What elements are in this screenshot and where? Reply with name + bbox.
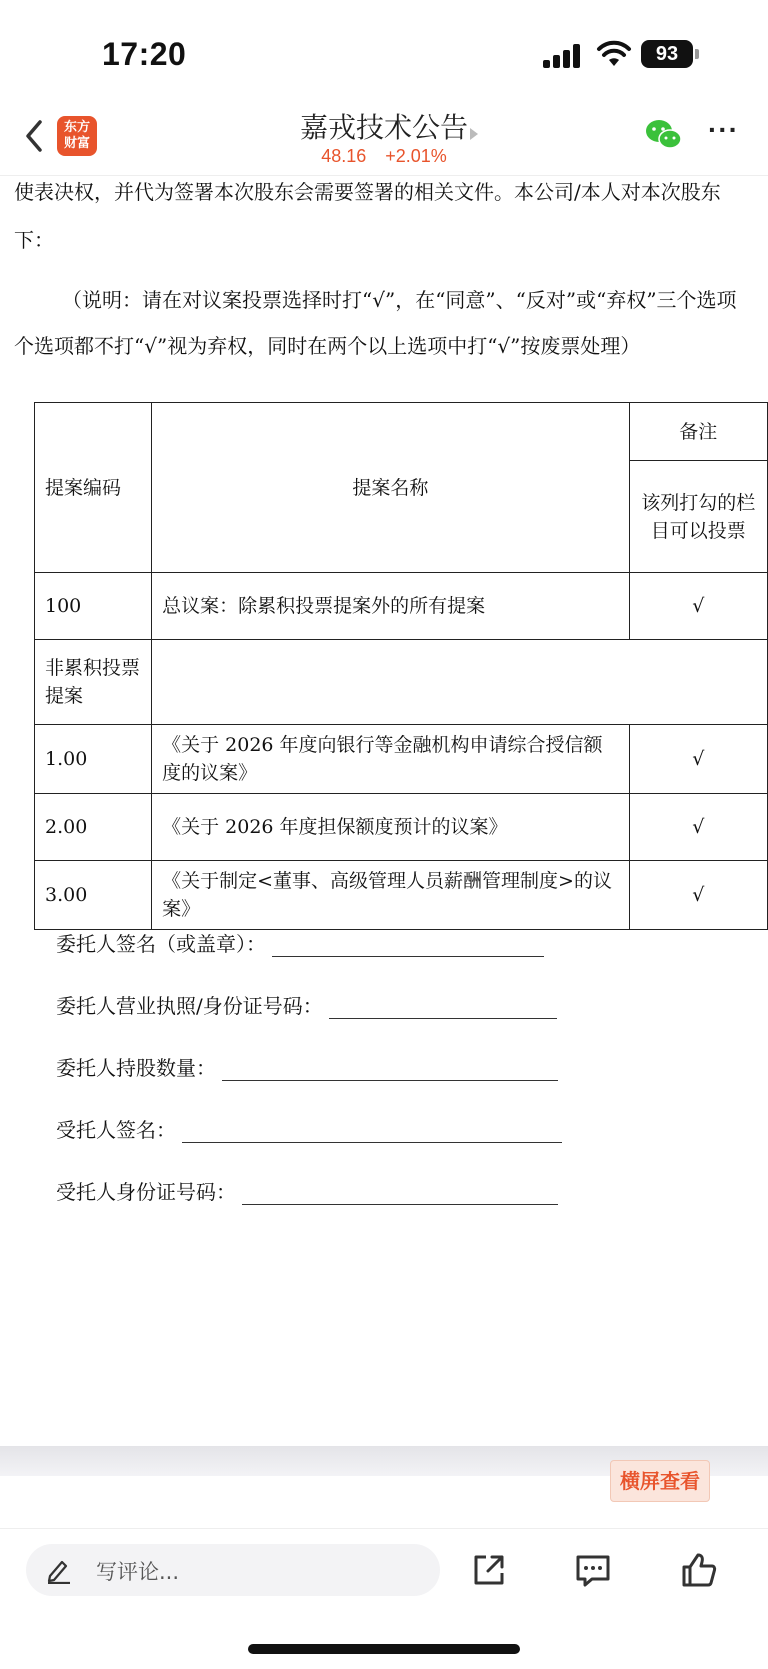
- header-remark: 备注: [629, 403, 767, 461]
- signature-blank: [182, 1121, 562, 1143]
- paragraph-line: 下：: [14, 228, 54, 252]
- header-proposal-code: 提案编码: [35, 403, 152, 573]
- proposal-code: 非累积投票提案: [35, 640, 152, 725]
- page-title[interactable]: 嘉戎技术公告: [299, 111, 468, 144]
- signature-line: [56, 1052, 558, 1081]
- home-indicator: [248, 1644, 520, 1654]
- header-remark-sub: 该列打勾的栏目可以投票: [629, 461, 767, 573]
- share-icon[interactable]: [468, 1549, 510, 1591]
- proposal-code: 3.00: [35, 861, 152, 930]
- signature-label: 受托人签名：: [56, 1118, 176, 1142]
- battery-indicator: 93: [641, 40, 693, 68]
- landscape-view-button[interactable]: 横屏查看: [610, 1460, 710, 1502]
- signature-blank: [222, 1059, 558, 1081]
- cellular-signal-icon: [543, 44, 583, 68]
- proposal-name: [152, 640, 768, 725]
- signature-label: 委托人营业执照/身份证号码：: [56, 994, 323, 1018]
- status-time: 17:20: [102, 36, 187, 72]
- logo-line-1: 东方: [63, 120, 90, 135]
- signature-label: 委托人签名（或盖章）：: [56, 932, 266, 956]
- more-options-icon[interactable]: ···: [708, 114, 739, 145]
- vote-mark: √: [629, 861, 767, 930]
- comment-placeholder: 写评论...: [96, 1560, 180, 1584]
- note-line: 个选项都不打“√”视为弃权，同时在两个以上选项中打“√”按废票处理）: [14, 334, 641, 358]
- signature-blank: [272, 935, 544, 957]
- table-row: [35, 794, 768, 861]
- table-row: [35, 861, 768, 930]
- stock-price: 48.16: [321, 146, 367, 166]
- signature-label: 受托人身份证号码：: [56, 1180, 236, 1204]
- table-row: [35, 573, 768, 640]
- proposal-table: [34, 402, 768, 930]
- header-proposal-name: 提案名称: [152, 403, 629, 573]
- wechat-share-icon[interactable]: [644, 118, 684, 152]
- signature-line: [56, 1176, 558, 1205]
- comment-input[interactable]: [26, 1544, 440, 1596]
- wifi-icon: [596, 40, 632, 68]
- signature-line: [56, 1114, 562, 1143]
- like-icon[interactable]: [678, 1549, 720, 1591]
- title-expand-icon[interactable]: [470, 128, 478, 140]
- signature-line: [56, 928, 544, 957]
- proposal-name: 《关于制定<董事、高级管理人员薪酬管理制度>的议案》: [152, 861, 629, 930]
- proposal-code: 1.00: [35, 725, 152, 794]
- table-row: [35, 725, 768, 794]
- proposal-name: 总议案：除累积投票提案外的所有提案: [152, 573, 629, 640]
- signature-label: 委托人持股数量：: [56, 1056, 216, 1080]
- status-bar: [0, 0, 768, 110]
- nav-header: [0, 100, 768, 176]
- vote-mark: √: [629, 794, 767, 861]
- comments-icon[interactable]: [572, 1549, 614, 1591]
- signature-blank: [242, 1183, 558, 1205]
- proposal-name: 《关于 2026 年度向银行等金融机构申请综合授信额度的议案》: [152, 725, 629, 794]
- vote-mark: √: [629, 725, 767, 794]
- proposal-code: 2.00: [35, 794, 152, 861]
- table-row: [35, 640, 768, 725]
- proposal-code: 100: [35, 573, 152, 640]
- proposal-name: 《关于 2026 年度担保额度预计的议案》: [152, 794, 629, 861]
- logo-line-2: 财富: [63, 136, 90, 151]
- announcement-document: [0, 176, 768, 1446]
- note-line: （说明：请在对议案投票选择时打“√”，在“同意”、“反对”或“弃权”三个选项: [62, 288, 737, 312]
- paragraph-line: 使表决权，并代为签署本次股东会需要签署的相关文件。本公司/本人对本次股东: [14, 180, 721, 204]
- signature-line: [56, 990, 557, 1019]
- vote-mark: √: [629, 573, 767, 640]
- stock-change: +2.01%: [385, 146, 447, 166]
- signature-blank: [329, 997, 557, 1019]
- pencil-icon: [46, 1556, 72, 1584]
